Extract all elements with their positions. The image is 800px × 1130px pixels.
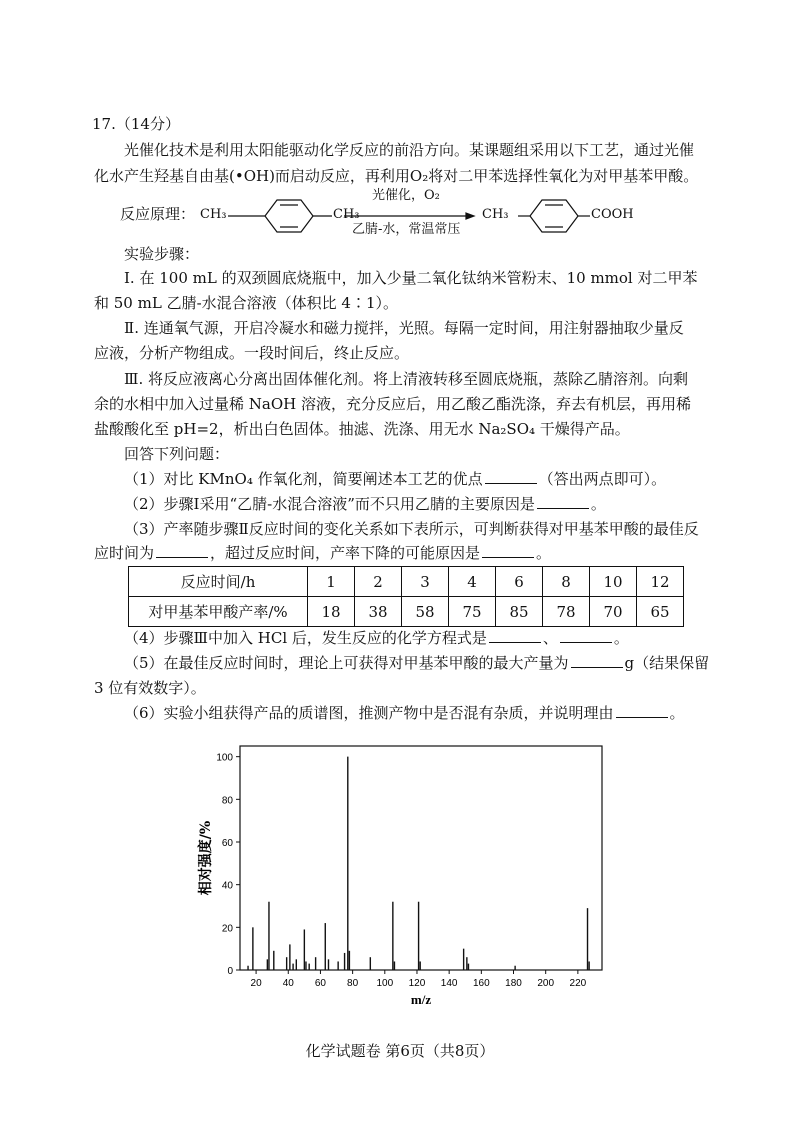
x-tick-label: 200 <box>537 978 555 989</box>
table-cell: 12 <box>637 567 684 597</box>
x-tick-label: 180 <box>505 978 522 989</box>
methyl-right: CH₃ <box>482 207 509 222</box>
table-cell: 6 <box>496 567 543 597</box>
question-5-line-2: 3 位有效数字）。 <box>94 679 206 697</box>
question-3-line-1: （3）产率随步骤Ⅱ反应时间的变化关系如下表所示，可判断获得对甲基苯甲酸的最佳反 <box>124 520 699 538</box>
yield-table <box>128 566 684 627</box>
answer-blank[interactable] <box>560 628 612 643</box>
table-cell: 4 <box>449 567 496 597</box>
y-axis-label: 相对强度/% <box>198 820 214 896</box>
table-cell: 75 <box>449 597 496 627</box>
x-tick-label: 220 <box>569 978 587 989</box>
intro-line-2: 化水产生羟基自由基(•OH)而启动反应，再利用O₂将对二甲苯选择性氧化为对甲基苯甲酸。 <box>94 167 699 185</box>
y-tick-label: 0 <box>227 966 233 977</box>
x-tick-label: 100 <box>376 978 394 989</box>
reaction-equation <box>120 188 680 237</box>
table-cell: 18 <box>308 597 355 627</box>
answer-title: 回答下列问题： <box>124 445 230 463</box>
table-cell: 65 <box>637 597 684 627</box>
y-tick-label: 100 <box>216 752 233 764</box>
answer-blank[interactable] <box>571 653 623 668</box>
x-axis-label: m/z <box>410 992 432 1007</box>
answer-blank[interactable] <box>537 494 589 509</box>
question-1: （1）对比 KMnO₄ 作氧化剂，简要阐述本工艺的优点 （答出两点即可）。 <box>124 470 667 488</box>
question-3-line-2: 应时间为 ，超过反应时间，产率下降的可能原因是 。 <box>94 544 552 562</box>
question-6: （6）实验小组获得产品的质谱图，推测产物中是否混有杂质，并说明理由 。 <box>124 704 685 722</box>
reaction-condition-top: 光催化，O₂ <box>372 188 440 203</box>
table-cell: 1 <box>308 567 355 597</box>
table-cell: 58 <box>402 597 449 627</box>
table-cell: 70 <box>590 597 637 627</box>
x-tick-label: 40 <box>282 978 294 989</box>
table-row <box>129 567 684 597</box>
benzene-ring-left <box>228 200 332 232</box>
y-tick-label: 20 <box>221 923 233 935</box>
table-cell: 2 <box>355 567 402 597</box>
answer-blank[interactable] <box>489 628 541 643</box>
table-cell: 78 <box>543 597 590 627</box>
x-tick-label: 20 <box>250 978 262 989</box>
question-5-line-1: （5）在最佳反应时间时，理论上可获得对甲基苯甲酸的最大产量为 g（结果保留 <box>124 654 710 672</box>
step-2-line-2: 应液，分析产物组成。一段时间后，终止反应。 <box>94 344 410 362</box>
table-row-label: 反应时间/h <box>129 567 308 597</box>
answer-blank[interactable] <box>156 543 208 558</box>
table-cell: 85 <box>496 597 543 627</box>
reaction-label: 反应原理： <box>120 205 196 223</box>
table-cell: 3 <box>402 567 449 597</box>
answer-blank[interactable] <box>482 543 534 558</box>
question-2: （2）步骤Ⅰ采用“乙腈-水混合溶液”而不只用乙腈的主要原因是 。 <box>124 495 606 513</box>
question-number: 17.（14分） <box>92 115 180 133</box>
methyl-left-1: CH₃ <box>200 207 227 222</box>
mass-spectrum-chart <box>196 738 616 1010</box>
step-1-line-1: Ⅰ. 在 100 mL 的双颈圆底烧瓶中，加入少量二氧化钛纳米管粉末、10 mmol 对二甲苯 <box>124 269 698 287</box>
x-tick-label: 160 <box>472 978 490 989</box>
table-row-label: 对甲基苯甲酸产率/% <box>129 597 308 627</box>
table-row <box>129 597 684 627</box>
question-4: （4）步骤Ⅲ中加入 HCl 后，发生反应的化学方程式是 、 。 <box>124 629 629 647</box>
answer-blank[interactable] <box>616 703 668 718</box>
step-2-line-1: Ⅱ. 连通氧气源，开启冷凝水和磁力搅拌，光照。每隔一定时间，用注射器抽取少量反 <box>124 319 684 337</box>
table-cell: 8 <box>543 567 590 597</box>
benzene-ring-right <box>518 200 590 232</box>
x-tick-label: 120 <box>408 978 426 989</box>
step-1-line-2: 和 50 mL 乙腈-水混合溶液（体积比 4∶1）。 <box>94 294 399 312</box>
step-3-line-1: Ⅲ. 将反应液离心分离出固体催化剂。将上清液转移至圆底烧瓶，蒸除乙腈溶剂。向剩 <box>124 370 689 388</box>
steps-title: 实验步骤： <box>124 245 200 263</box>
x-tick-label: 140 <box>440 978 458 989</box>
answer-blank[interactable] <box>485 469 537 484</box>
methyl-left-2: CH₃ <box>333 207 360 222</box>
table-cell: 38 <box>355 597 402 627</box>
step-3-line-2: 余的水相中加入过量稀 NaOH 溶液，充分反应后，用乙酸乙酯洗涤，弃去有机层，再用稀 <box>94 395 691 413</box>
reaction-arrow <box>344 213 474 219</box>
intro-line-1: 光催化技术是利用太阳能驱动化学反应的前沿方向。某课题组采用以下工艺，通过光催 <box>124 141 695 159</box>
step-3-line-3: 盐酸酸化至 pH=2，析出白色固体。抽滤、洗涤、用无水 Na₂SO₄ 干燥得产品。 <box>94 420 630 438</box>
carboxyl-group: COOH <box>591 207 634 222</box>
y-tick-label: 40 <box>221 880 233 892</box>
y-tick-label: 60 <box>221 838 233 849</box>
x-tick-label: 80 <box>347 978 359 989</box>
reaction-condition-bottom: 乙腈-水，常温常压 <box>352 222 461 237</box>
plot-frame <box>240 746 602 970</box>
table-cell: 10 <box>590 567 637 597</box>
x-tick-label: 60 <box>314 978 327 989</box>
y-tick-label: 80 <box>221 795 233 807</box>
page-footer: 化学试题卷 第6页（共8页） <box>305 1042 495 1060</box>
